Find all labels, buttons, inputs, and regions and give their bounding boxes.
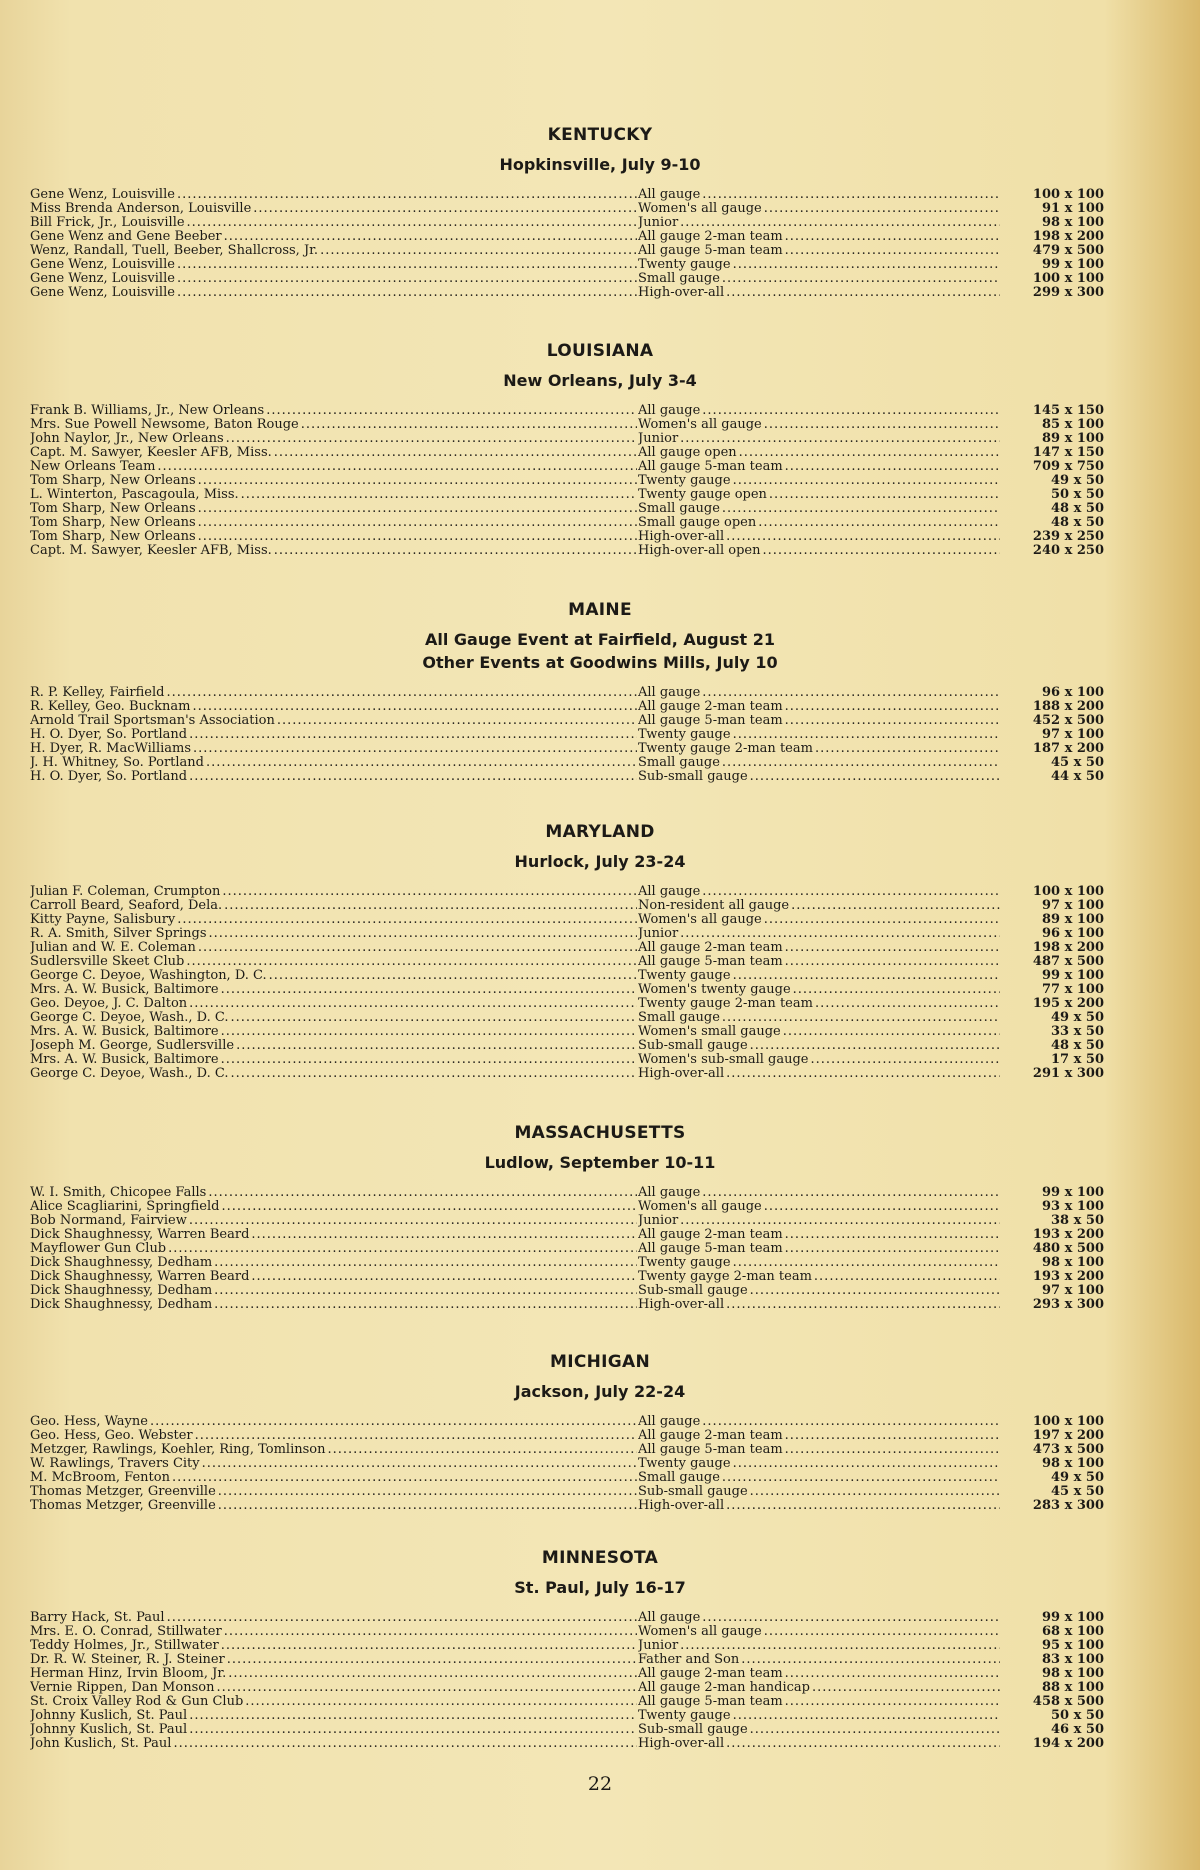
shooter-name: Mrs. Sue Powell Newsome, Baton Rouge ..... xyxy=(30,418,637,432)
score: 194 x 200 xyxy=(1032,1736,1104,1751)
event-name: All gauge ..... xyxy=(638,1415,1000,1429)
shooter-name: Arnold Trail Sportsman's Association ..... xyxy=(30,714,637,728)
result-row xyxy=(0,1284,1200,1298)
result-row xyxy=(0,188,1200,202)
score: 197 x 200 xyxy=(1032,1428,1104,1443)
shooter-name: Mrs. E. O. Conrad, Stillwater ..... xyxy=(30,1625,637,1639)
score: 98 x 100 xyxy=(1041,1666,1104,1681)
result-row xyxy=(0,230,1200,244)
event-name: Twenty gauge open ..... xyxy=(638,488,1000,502)
event-name: Women's sub-small gauge ..... xyxy=(638,1053,1000,1067)
shooter-name: Miss Brenda Anderson, Louisville ..... xyxy=(30,202,637,216)
score: 97 x 100 xyxy=(1041,727,1104,742)
result-row xyxy=(0,1256,1200,1270)
score: 97 x 100 xyxy=(1041,898,1104,913)
shooter-name: W. I. Smith, Chicopee Falls ..... xyxy=(30,1186,637,1200)
shooter-name: Tom Sharp, New Orleans ..... xyxy=(30,516,637,530)
shooter-name: John Naylor, Jr., New Orleans ..... xyxy=(30,432,637,446)
score: 85 x 100 xyxy=(1041,417,1104,432)
score: 99 x 100 xyxy=(1041,1610,1104,1625)
shooter-name: Bill Frick, Jr., Louisville ..... xyxy=(30,216,637,230)
shooter-name: L. Winterton, Pascagoula, Miss. ..... xyxy=(30,488,637,502)
score: 98 x 100 xyxy=(1041,215,1104,230)
score: 45 x 50 xyxy=(1051,755,1104,770)
shooter-name: Wenz, Randall, Tuell, Beeber, Shallcross, Jr. ..... xyxy=(30,244,637,258)
event-location-date: Ludlow, September 10-11 xyxy=(484,1153,716,1172)
result-row xyxy=(0,885,1200,899)
shooter-name: Mrs. A. W. Busick, Baltimore ..... xyxy=(30,1053,637,1067)
score: 98 x 100 xyxy=(1041,1456,1104,1471)
score: 198 x 200 xyxy=(1032,229,1104,244)
event-name: All gauge ..... xyxy=(638,686,1000,700)
result-row xyxy=(0,1228,1200,1242)
score: 100 x 100 xyxy=(1032,187,1104,202)
state-section xyxy=(0,600,1200,784)
result-row xyxy=(0,1200,1200,1214)
score: 48 x 50 xyxy=(1051,501,1104,516)
event-name: All gauge 2-man team ..... xyxy=(638,1228,1000,1242)
event-name: High-over-all ..... xyxy=(638,530,1000,544)
event-location-date: Hurlock, July 23-24 xyxy=(514,852,686,871)
result-row xyxy=(0,941,1200,955)
score: 95 x 100 xyxy=(1041,1638,1104,1653)
result-row xyxy=(0,258,1200,272)
result-row xyxy=(0,742,1200,756)
score: 93 x 100 xyxy=(1041,1199,1104,1214)
score: 473 x 500 xyxy=(1032,1442,1104,1457)
results-table xyxy=(0,1186,1200,1312)
shooter-name: Geo. Hess, Wayne ..... xyxy=(30,1415,637,1429)
shooter-name: M. McBroom, Fenton ..... xyxy=(30,1471,637,1485)
result-row xyxy=(0,1471,1200,1485)
result-row xyxy=(0,1485,1200,1499)
shooter-name: W. Rawlings, Travers City ..... xyxy=(30,1457,637,1471)
result-row xyxy=(0,1053,1200,1067)
score: 193 x 200 xyxy=(1032,1227,1104,1242)
result-row xyxy=(0,1011,1200,1025)
state-heading: KENTUCKY xyxy=(547,125,653,145)
result-row xyxy=(0,1039,1200,1053)
results-table xyxy=(0,1415,1200,1513)
result-row xyxy=(0,700,1200,714)
result-row xyxy=(0,404,1200,418)
event-name: All gauge 2-man team ..... xyxy=(638,1667,1000,1681)
state-section xyxy=(0,1352,1200,1513)
event-name: High-over-all ..... xyxy=(638,286,1000,300)
result-row xyxy=(0,1025,1200,1039)
shooter-name: Frank B. Williams, Jr., New Orleans ..... xyxy=(30,404,637,418)
event-location-date: Hopkinsville, July 9-10 xyxy=(499,155,701,174)
score: 283 x 300 xyxy=(1032,1498,1104,1513)
state-heading: MASSACHUSETTS xyxy=(514,1123,686,1143)
page-number: 22 xyxy=(587,1773,613,1795)
event-name: Small gauge ..... xyxy=(638,272,1000,286)
result-row xyxy=(0,1499,1200,1513)
event-name: Twenty gayge 2-man team ..... xyxy=(638,1270,1000,1284)
event-name: All gauge 2-man team ..... xyxy=(638,230,1000,244)
event-name: Junior ..... xyxy=(638,216,1000,230)
score: 48 x 50 xyxy=(1051,1038,1104,1053)
score: 88 x 100 xyxy=(1041,1680,1104,1695)
state-heading: MARYLAND xyxy=(545,822,655,842)
event-name: Twenty gauge ..... xyxy=(638,969,1000,983)
result-row xyxy=(0,728,1200,742)
event-name: High-over-all ..... xyxy=(638,1737,1000,1751)
score: 45 x 50 xyxy=(1051,1484,1104,1499)
result-row xyxy=(0,756,1200,770)
result-row xyxy=(0,1625,1200,1639)
shooter-name: Dick Shaughnessy, Warren Beard ..... xyxy=(30,1228,637,1242)
score: 38 x 50 xyxy=(1051,1213,1104,1228)
event-name: Sub-small gauge ..... xyxy=(638,1485,1000,1499)
event-location-date: Jackson, July 22-24 xyxy=(514,1382,686,1401)
shooter-name: Dick Shaughnessy, Dedham ..... xyxy=(30,1256,637,1270)
result-row xyxy=(0,244,1200,258)
shooter-name: Johnny Kuslich, St. Paul ..... xyxy=(30,1709,637,1723)
event-name: Non-resident all gauge ..... xyxy=(638,899,1000,913)
result-row xyxy=(0,202,1200,216)
result-row xyxy=(0,1298,1200,1312)
event-name: Women's small gauge ..... xyxy=(638,1025,1000,1039)
shooter-name: Dick Shaughnessy, Warren Beard ..... xyxy=(30,1270,637,1284)
shooter-name: R. A. Smith, Silver Springs ..... xyxy=(30,927,637,941)
score: 99 x 100 xyxy=(1041,257,1104,272)
shooter-name: Mrs. A. W. Busick, Baltimore ..... xyxy=(30,1025,637,1039)
score: 487 x 500 xyxy=(1032,954,1104,969)
shooter-name: R. Kelley, Geo. Bucknam ..... xyxy=(30,700,637,714)
result-row xyxy=(0,488,1200,502)
score: 100 x 100 xyxy=(1032,271,1104,286)
result-row xyxy=(0,432,1200,446)
shooter-name: Mayflower Gun Club ..... xyxy=(30,1242,637,1256)
shooter-name: H. O. Dyer, So. Portland ..... xyxy=(30,770,637,784)
state-section xyxy=(0,341,1200,558)
event-name: All gauge ..... xyxy=(638,1186,1000,1200)
shooter-name: Sudlersville Skeet Club ..... xyxy=(30,955,637,969)
shooter-name: Johnny Kuslich, St. Paul ..... xyxy=(30,1723,637,1737)
shooter-name: Carroll Beard, Seaford, Dela. ..... xyxy=(30,899,637,913)
result-row xyxy=(0,1429,1200,1443)
state-section xyxy=(0,822,1200,1081)
shooter-name: Gene Wenz, Louisville ..... xyxy=(30,188,637,202)
event-name: All gauge ..... xyxy=(638,1611,1000,1625)
event-name: All gauge 2-man team ..... xyxy=(638,700,1000,714)
score: 50 x 50 xyxy=(1051,487,1104,502)
event-location-date: Other Events at Goodwins Mills, July 10 xyxy=(422,653,778,672)
shooter-name: Alice Scagliarini, Springfield ..... xyxy=(30,1200,637,1214)
shooter-name: Tom Sharp, New Orleans ..... xyxy=(30,530,637,544)
state-heading: MAINE xyxy=(568,600,632,620)
results-table xyxy=(0,686,1200,784)
result-row xyxy=(0,516,1200,530)
score: 299 x 300 xyxy=(1032,285,1104,300)
score: 239 x 250 xyxy=(1032,529,1104,544)
result-row xyxy=(0,1723,1200,1737)
score: 452 x 500 xyxy=(1032,713,1104,728)
event-name: Women's all gauge ..... xyxy=(638,202,1000,216)
score: 198 x 200 xyxy=(1032,940,1104,955)
shooter-name: John Kuslich, St. Paul ..... xyxy=(30,1737,637,1751)
event-name: High-over-all ..... xyxy=(638,1499,1000,1513)
score: 77 x 100 xyxy=(1041,982,1104,997)
shooter-name: Geo. Hess, Geo. Webster ..... xyxy=(30,1429,637,1443)
event-name: Twenty gauge ..... xyxy=(638,1457,1000,1471)
result-row xyxy=(0,969,1200,983)
shooter-name: Capt. M. Sawyer, Keesler AFB, Miss. ..... xyxy=(30,446,637,460)
event-name: Twenty gauge ..... xyxy=(638,728,1000,742)
event-name: Women's all gauge ..... xyxy=(638,418,1000,432)
score: 188 x 200 xyxy=(1032,699,1104,714)
event-name: Small gauge ..... xyxy=(638,1011,1000,1025)
results-table xyxy=(0,885,1200,1081)
shooter-name: George C. Deyoe, Washington, D. C. ..... xyxy=(30,969,637,983)
shooter-name: St. Croix Valley Rod & Gun Club ..... xyxy=(30,1695,637,1709)
shooter-name: Thomas Metzger, Greenville ..... xyxy=(30,1485,637,1499)
score: 49 x 50 xyxy=(1051,473,1104,488)
score: 293 x 300 xyxy=(1032,1297,1104,1312)
score: 479 x 500 xyxy=(1032,243,1104,258)
shooter-name: Metzger, Rawlings, Koehler, Ring, Tomlinson ..... xyxy=(30,1443,637,1457)
state-section xyxy=(0,1548,1200,1751)
event-name: Women's all gauge ..... xyxy=(638,1200,1000,1214)
result-row xyxy=(0,1681,1200,1695)
event-name: Father and Son ..... xyxy=(638,1653,1000,1667)
state-heading: MINNESOTA xyxy=(541,1548,659,1568)
shooter-name: Tom Sharp, New Orleans ..... xyxy=(30,474,637,488)
event-name: Small gauge open ..... xyxy=(638,516,1000,530)
event-name: Small gauge ..... xyxy=(638,502,1000,516)
shooter-name: Vernie Rippen, Dan Monson ..... xyxy=(30,1681,637,1695)
score: 145 x 150 xyxy=(1032,403,1104,418)
shooter-name: Dick Shaughnessy, Dedham ..... xyxy=(30,1298,637,1312)
score: 147 x 150 xyxy=(1032,445,1104,460)
score: 291 x 300 xyxy=(1032,1066,1104,1081)
shooter-name: Gene Wenz, Louisville ..... xyxy=(30,286,637,300)
result-row xyxy=(0,1415,1200,1429)
event-name: Junior ..... xyxy=(638,1639,1000,1653)
result-row xyxy=(0,770,1200,784)
result-row xyxy=(0,1214,1200,1228)
result-row xyxy=(0,983,1200,997)
shooter-name: Gene Wenz, Louisville ..... xyxy=(30,272,637,286)
result-row xyxy=(0,418,1200,432)
result-row xyxy=(0,1457,1200,1471)
result-row xyxy=(0,1667,1200,1681)
shooter-name: H. Dyer, R. MacWilliams ..... xyxy=(30,742,637,756)
score: 187 x 200 xyxy=(1032,741,1104,756)
shooter-name: Dick Shaughnessy, Dedham ..... xyxy=(30,1284,637,1298)
score: 99 x 100 xyxy=(1041,968,1104,983)
result-row xyxy=(0,530,1200,544)
shooter-name: Julian F. Coleman, Crumpton ..... xyxy=(30,885,637,899)
event-name: Junior ..... xyxy=(638,927,1000,941)
result-row xyxy=(0,686,1200,700)
score: 193 x 200 xyxy=(1032,1269,1104,1284)
state-section xyxy=(0,125,1200,300)
shooter-name: Gene Wenz, Louisville ..... xyxy=(30,258,637,272)
score: 44 x 50 xyxy=(1051,769,1104,784)
event-name: Junior ..... xyxy=(638,432,1000,446)
result-row xyxy=(0,913,1200,927)
event-name: All gauge open ..... xyxy=(638,446,1000,460)
state-heading: MICHIGAN xyxy=(549,1352,650,1372)
result-row xyxy=(0,502,1200,516)
event-name: Women's twenty gauge ..... xyxy=(638,983,1000,997)
event-name: Sub-small gauge ..... xyxy=(638,1723,1000,1737)
result-row xyxy=(0,216,1200,230)
result-row xyxy=(0,927,1200,941)
result-row xyxy=(0,1639,1200,1653)
result-row xyxy=(0,1443,1200,1457)
score: 100 x 100 xyxy=(1032,1414,1104,1429)
event-name: Junior ..... xyxy=(638,1214,1000,1228)
event-location-date: New Orleans, July 3-4 xyxy=(503,371,697,390)
result-row xyxy=(0,899,1200,913)
event-name: Twenty gauge 2-man team ..... xyxy=(638,997,1000,1011)
event-name: All gauge 5-man team ..... xyxy=(638,714,1000,728)
result-row xyxy=(0,446,1200,460)
shooter-name: Mrs. A. W. Busick, Baltimore ..... xyxy=(30,983,637,997)
result-row xyxy=(0,1067,1200,1081)
result-row xyxy=(0,272,1200,286)
state-heading: LOUISIANA xyxy=(546,341,654,361)
event-name: High-over-all ..... xyxy=(638,1067,1000,1081)
score: 68 x 100 xyxy=(1041,1624,1104,1639)
event-name: All gauge ..... xyxy=(638,404,1000,418)
result-row xyxy=(0,1242,1200,1256)
result-row xyxy=(0,1737,1200,1751)
event-name: Twenty gauge ..... xyxy=(638,474,1000,488)
score: 480 x 500 xyxy=(1032,1241,1104,1256)
shooter-name: J. H. Whitney, So. Portland ..... xyxy=(30,756,637,770)
shooter-name: Teddy Holmes, Jr., Stillwater ..... xyxy=(30,1639,637,1653)
event-name: Twenty gauge ..... xyxy=(638,1256,1000,1270)
shooter-name: Herman Hinz, Irvin Bloom, Jr. ..... xyxy=(30,1667,637,1681)
event-name: All gauge 2-man team ..... xyxy=(638,1429,1000,1443)
event-name: Small gauge ..... xyxy=(638,756,1000,770)
result-row xyxy=(0,1695,1200,1709)
result-row xyxy=(0,1653,1200,1667)
event-name: All gauge 5-man team ..... xyxy=(638,1443,1000,1457)
shooter-name: Julian and W. E. Coleman ..... xyxy=(30,941,637,955)
score: 96 x 100 xyxy=(1041,685,1104,700)
event-name: Women's all gauge ..... xyxy=(638,1625,1000,1639)
shooter-name: Thomas Metzger, Greenville ..... xyxy=(30,1499,637,1513)
event-name: Small gauge ..... xyxy=(638,1471,1000,1485)
event-name: All gauge 5-man team ..... xyxy=(638,460,1000,474)
event-name: High-over-all open ..... xyxy=(638,544,1000,558)
score: 17 x 50 xyxy=(1051,1052,1104,1067)
shooter-name: Kitty Payne, Salisbury ..... xyxy=(30,913,637,927)
event-name: All gauge 2-man handicap ..... xyxy=(638,1681,1000,1695)
score: 83 x 100 xyxy=(1041,1652,1104,1667)
score: 97 x 100 xyxy=(1041,1283,1104,1298)
score: 48 x 50 xyxy=(1051,515,1104,530)
score: 33 x 50 xyxy=(1051,1024,1104,1039)
shooter-name: George C. Deyoe, Wash., D. C. ..... xyxy=(30,1011,637,1025)
result-row xyxy=(0,1186,1200,1200)
event-name: All gauge 2-man team ..... xyxy=(638,941,1000,955)
score: 89 x 100 xyxy=(1041,431,1104,446)
event-name: All gauge ..... xyxy=(638,188,1000,202)
shooter-name: Joseph M. George, Sudlersville ..... xyxy=(30,1039,637,1053)
score: 89 x 100 xyxy=(1041,912,1104,927)
result-row xyxy=(0,474,1200,488)
score: 98 x 100 xyxy=(1041,1255,1104,1270)
event-name: Twenty gauge 2-man team ..... xyxy=(638,742,1000,756)
event-name: Twenty gauge ..... xyxy=(638,1709,1000,1723)
shooter-name: Tom Sharp, New Orleans ..... xyxy=(30,502,637,516)
result-row xyxy=(0,1709,1200,1723)
event-name: Twenty gauge ..... xyxy=(638,258,1000,272)
shooter-name: Geo. Deyoe, J. C. Dalton ..... xyxy=(30,997,637,1011)
state-section xyxy=(0,1123,1200,1312)
score: 96 x 100 xyxy=(1041,926,1104,941)
event-name: All gauge 5-man team ..... xyxy=(638,1242,1000,1256)
score: 46 x 50 xyxy=(1051,1722,1104,1737)
event-location-date: All Gauge Event at Fairfield, August 21 xyxy=(424,630,776,649)
score: 99 x 100 xyxy=(1041,1185,1104,1200)
score: 100 x 100 xyxy=(1032,884,1104,899)
event-name: Women's all gauge ..... xyxy=(638,913,1000,927)
results-table xyxy=(0,404,1200,558)
shooter-name: H. O. Dyer, So. Portland ..... xyxy=(30,728,637,742)
event-name: Sub-small gauge ..... xyxy=(638,1039,1000,1053)
result-row xyxy=(0,460,1200,474)
score: 91 x 100 xyxy=(1041,201,1104,216)
score: 50 x 50 xyxy=(1051,1708,1104,1723)
score: 240 x 250 xyxy=(1032,543,1104,558)
score: 195 x 200 xyxy=(1032,996,1104,1011)
result-row xyxy=(0,714,1200,728)
result-row xyxy=(0,955,1200,969)
result-row xyxy=(0,1270,1200,1284)
results-table xyxy=(0,1611,1200,1751)
event-name: All gauge ..... xyxy=(638,885,1000,899)
score: 458 x 500 xyxy=(1032,1694,1104,1709)
results-table xyxy=(0,188,1200,300)
result-row xyxy=(0,1611,1200,1625)
shooter-name: Gene Wenz and Gene Beeber ..... xyxy=(30,230,637,244)
event-location-date: St. Paul, July 16-17 xyxy=(514,1578,686,1597)
event-name: All gauge 5-man team ..... xyxy=(638,1695,1000,1709)
result-row xyxy=(0,286,1200,300)
shooter-name: Capt. M. Sawyer, Keesler AFB, Miss. ..... xyxy=(30,544,637,558)
shooter-name: Dr. R. W. Steiner, R. J. Steiner ..... xyxy=(30,1653,637,1667)
shooter-name: R. P. Kelley, Fairfield ..... xyxy=(30,686,637,700)
shooter-name: Barry Hack, St. Paul ..... xyxy=(30,1611,637,1625)
score: 49 x 50 xyxy=(1051,1470,1104,1485)
shooter-name: George C. Deyoe, Wash., D. C. ..... xyxy=(30,1067,637,1081)
score: 49 x 50 xyxy=(1051,1010,1104,1025)
shooter-name: Bob Normand, Fairview ..... xyxy=(30,1214,637,1228)
result-row xyxy=(0,997,1200,1011)
event-name: Sub-small gauge ..... xyxy=(638,1284,1000,1298)
shooter-name: New Orleans Team ..... xyxy=(30,460,637,474)
event-name: High-over-all ..... xyxy=(638,1298,1000,1312)
score: 709 x 750 xyxy=(1032,459,1104,474)
result-row xyxy=(0,544,1200,558)
event-name: All gauge 5-man team ..... xyxy=(638,955,1000,969)
event-name: Sub-small gauge ..... xyxy=(638,770,1000,784)
event-name: All gauge 5-man team ..... xyxy=(638,244,1000,258)
